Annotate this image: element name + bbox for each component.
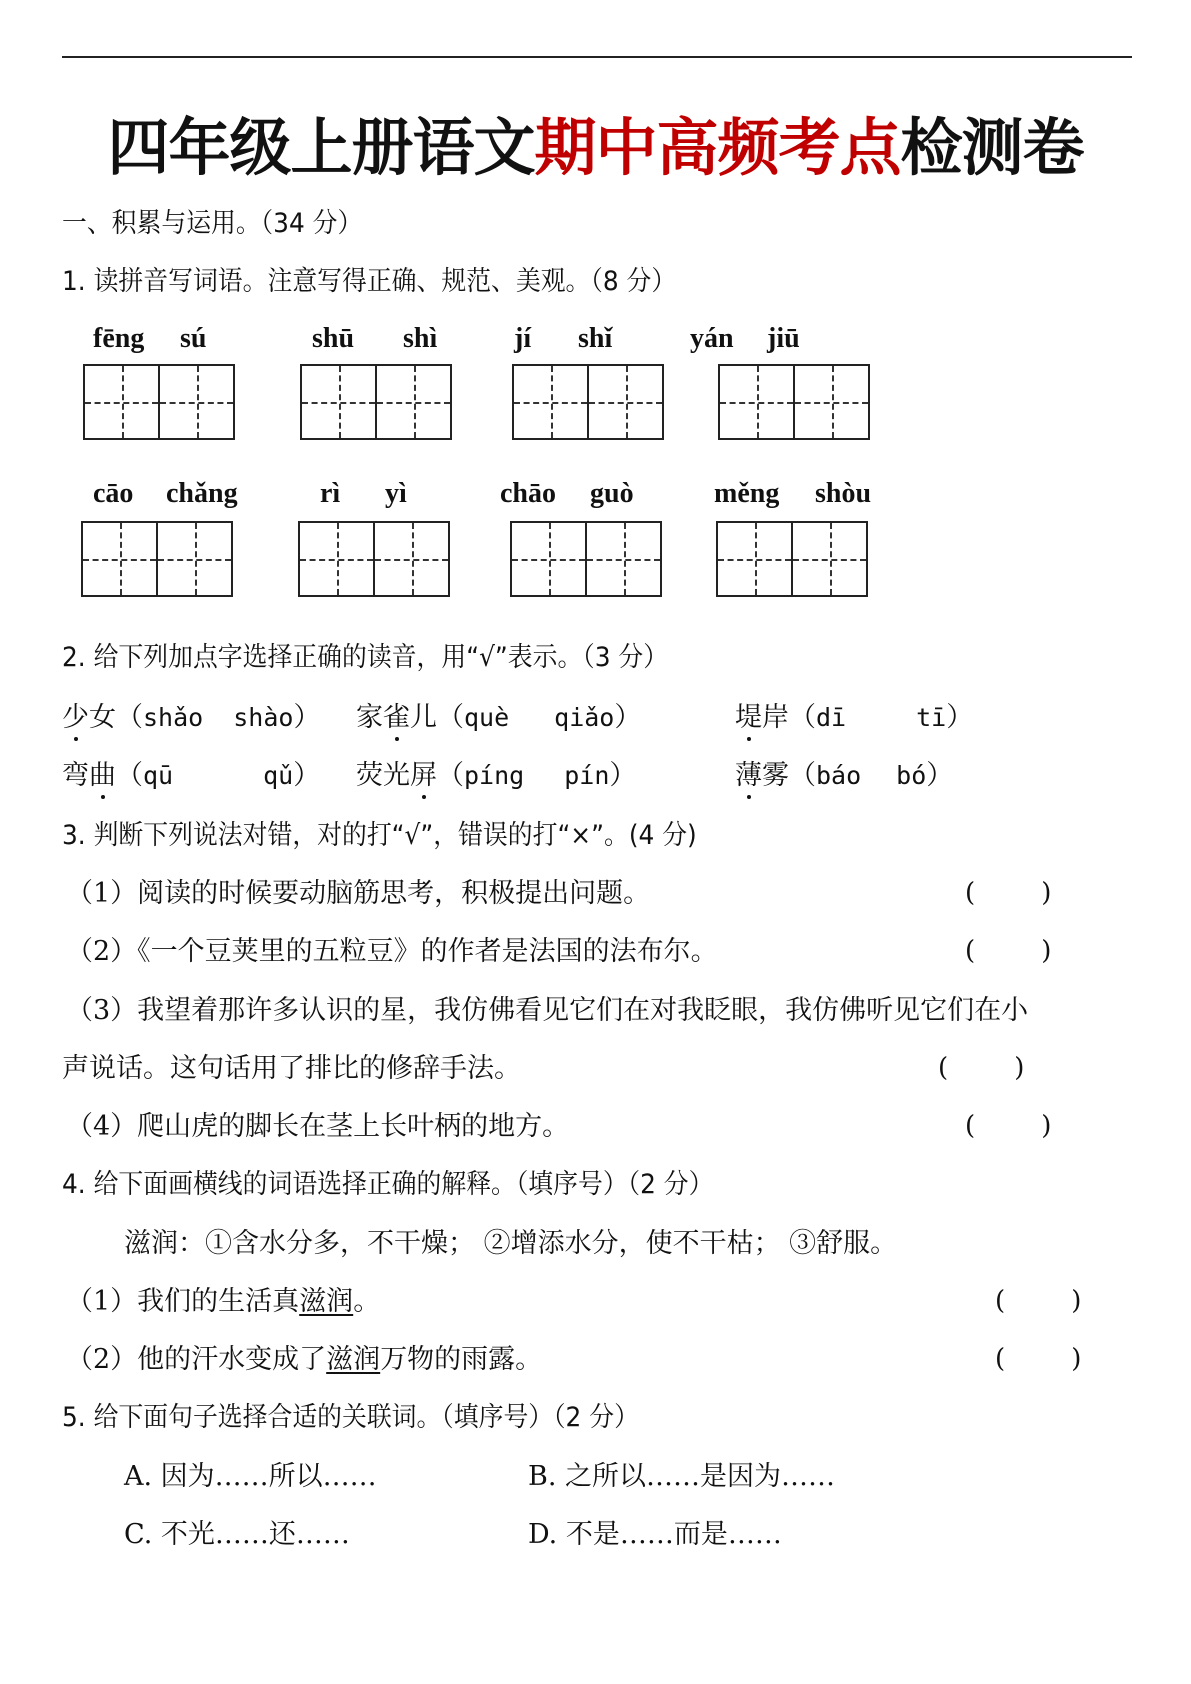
grid-cell[interactable]: [720, 366, 793, 438]
word-char: 荧: [356, 760, 383, 791]
title-part-accent: 期中高频考点: [534, 111, 901, 184]
q5-option-d: D. 不是……而是……: [528, 1519, 782, 1550]
q5-prompt: 5. 给下面句子选择合适的关联词。（填序号）（2 分）: [62, 1402, 639, 1433]
word-char: 弯: [62, 760, 89, 791]
q4-prompt: 4. 给下面画横线的词语选择正确的解释。（填序号）（2 分）: [62, 1169, 714, 1200]
title-part-1: 四年级上册语文: [107, 111, 535, 184]
q4-sentence: [66, 1342, 542, 1378]
q5-option-a: A. 因为……所以……: [124, 1461, 377, 1492]
writing-grid[interactable]: [300, 364, 452, 440]
answer-blank[interactable]: ( ): [995, 1344, 1082, 1374]
dotted-char: 曲: [89, 760, 116, 791]
word-char: 儿: [410, 702, 437, 733]
writing-grid[interactable]: [718, 364, 870, 440]
open-paren: （: [789, 760, 816, 791]
grid-cell[interactable]: [158, 366, 233, 438]
q1-pinyin: yán: [690, 323, 734, 354]
close-paren: ）: [293, 760, 321, 791]
writing-grid[interactable]: [298, 521, 450, 597]
q1-pinyin: yì: [385, 478, 407, 509]
writing-grid[interactable]: [716, 521, 868, 597]
reading-option[interactable]: báo: [816, 761, 862, 790]
reading-option[interactable]: tī: [916, 703, 947, 732]
open-paren: （: [437, 702, 464, 733]
underlined-word: 滋润: [299, 1286, 354, 1317]
page-title: [0, 108, 1191, 188]
q1-pinyin: jí: [514, 323, 532, 354]
close-paren: ）: [614, 702, 642, 733]
q2-item: [735, 700, 973, 736]
sentence-text: 。: [353, 1286, 381, 1317]
word-char: 女: [89, 702, 116, 733]
reading-option[interactable]: bó: [896, 761, 927, 790]
q1-pinyin: rì: [320, 478, 341, 509]
q1-pinyin: shū: [312, 323, 355, 354]
grid-cell[interactable]: [85, 366, 158, 438]
open-paren: （: [789, 702, 816, 733]
q1-pinyin: guò: [590, 478, 634, 509]
q1-pinyin: chǎng: [166, 478, 238, 509]
sentence-text: （1）我们的生活真: [66, 1286, 300, 1317]
word-char: 岸: [762, 702, 789, 733]
writing-grid[interactable]: [81, 521, 233, 597]
q1-pinyin: jiū: [767, 323, 800, 354]
grid-cell[interactable]: [514, 366, 587, 438]
q1-pinyin: sú: [180, 323, 207, 354]
q2-item: [356, 700, 641, 736]
dotted-char: 薄: [735, 760, 762, 791]
writing-grid[interactable]: [512, 364, 664, 440]
reading-option[interactable]: qiǎo: [554, 703, 615, 732]
close-paren: ）: [609, 760, 637, 791]
top-rule: [62, 56, 1132, 58]
q2-prompt: 2. 给下列加点字选择正确的读音，用“√”表示。（3 分）: [62, 642, 669, 673]
q2-item: [62, 700, 320, 736]
grid-cell[interactable]: [300, 523, 373, 595]
q2-item: [735, 758, 953, 794]
answer-blank[interactable]: ( ): [995, 1286, 1082, 1316]
q2-item: [356, 758, 636, 794]
grid-cell[interactable]: [83, 523, 156, 595]
reading-option[interactable]: qū: [143, 761, 174, 790]
grid-cell[interactable]: [375, 366, 450, 438]
grid-cell[interactable]: [585, 523, 660, 595]
writing-grid[interactable]: [510, 521, 662, 597]
q5-option-b: B. 之所以……是因为……: [528, 1461, 836, 1492]
answer-blank[interactable]: ( ): [965, 936, 1052, 966]
reading-option[interactable]: dī: [816, 703, 847, 732]
q4-definition: 滋润：①含水分多，不干燥； ②增添水分，使不干枯； ③舒服。: [124, 1228, 898, 1259]
word-char: 家: [356, 702, 383, 733]
q1-pinyin: fēng: [93, 323, 145, 354]
grid-cell[interactable]: [791, 523, 866, 595]
reading-option[interactable]: shào: [233, 703, 294, 732]
q1-pinyin: shòu: [815, 478, 872, 509]
title-part-3: 检测卷: [900, 111, 1084, 184]
q3-statement: （1）阅读的时候要动脑筋思考，积极提出问题。: [66, 878, 651, 909]
open-paren: （: [116, 760, 143, 791]
word-char: 雾: [762, 760, 789, 791]
grid-cell[interactable]: [156, 523, 231, 595]
q3-statement: （2）《一个豆荚里的五粒豆》的作者是法国的法布尔。: [66, 936, 718, 967]
writing-grid[interactable]: [83, 364, 235, 440]
q5-option-c: C. 不光……还……: [124, 1519, 350, 1550]
q3-prompt: 3. 判断下列说法对错，对的打“√”，错误的打“×”。(4 分): [62, 820, 697, 851]
open-paren: （: [437, 760, 464, 791]
close-paren: ）: [946, 702, 974, 733]
grid-cell[interactable]: [718, 523, 791, 595]
q2-item: [62, 758, 320, 794]
grid-cell[interactable]: [793, 366, 868, 438]
grid-cell[interactable]: [373, 523, 448, 595]
reading-option[interactable]: qǔ: [263, 761, 294, 790]
reading-option[interactable]: què: [464, 703, 510, 732]
q3-statement: （4）爬山虎的脚长在茎上长叶柄的地方。: [66, 1111, 570, 1142]
dotted-char: 堤: [735, 702, 762, 733]
open-paren: （: [116, 702, 143, 733]
answer-blank[interactable]: ( ): [965, 1111, 1052, 1141]
reading-option[interactable]: shǎo: [143, 703, 204, 732]
q1-pinyin: měng: [714, 478, 780, 509]
grid-cell[interactable]: [587, 366, 662, 438]
dotted-char: 雀: [383, 702, 410, 733]
dotted-char: 少: [62, 702, 89, 733]
answer-blank[interactable]: ( ): [938, 1053, 1025, 1083]
q1-pinyin: shì: [403, 323, 438, 354]
reading-option[interactable]: pín: [564, 761, 610, 790]
q3-statement-cont: 声说话。这句话用了排比的修辞手法。: [62, 1053, 521, 1084]
reading-option[interactable]: píng: [464, 761, 525, 790]
dotted-char: 屏: [410, 760, 437, 791]
grid-cell[interactable]: [512, 523, 585, 595]
q3-statement: （3）我望着那许多认识的星，我仿佛看见它们在对我眨眼，我仿佛听见它们在小: [66, 995, 1029, 1026]
q1-prompt: 1. 读拼音写词语。注意写得正确、规范、美观。（8 分）: [62, 266, 677, 297]
word-char: 光: [383, 760, 410, 791]
answer-blank[interactable]: ( ): [965, 878, 1052, 908]
close-paren: ）: [293, 702, 321, 733]
q1-pinyin: cāo: [93, 478, 134, 509]
close-paren: ）: [926, 760, 954, 791]
q4-sentence: [66, 1284, 380, 1320]
sentence-text: （2）他的汗水变成了: [66, 1344, 327, 1375]
section-heading: 一、积累与运用。（34 分）: [62, 208, 363, 239]
grid-cell[interactable]: [302, 366, 375, 438]
sentence-text: 万物的雨露。: [380, 1344, 543, 1375]
q1-pinyin: chāo: [500, 478, 556, 509]
q1-pinyin: shǐ: [578, 323, 613, 354]
underlined-word: 滋润: [326, 1344, 381, 1375]
